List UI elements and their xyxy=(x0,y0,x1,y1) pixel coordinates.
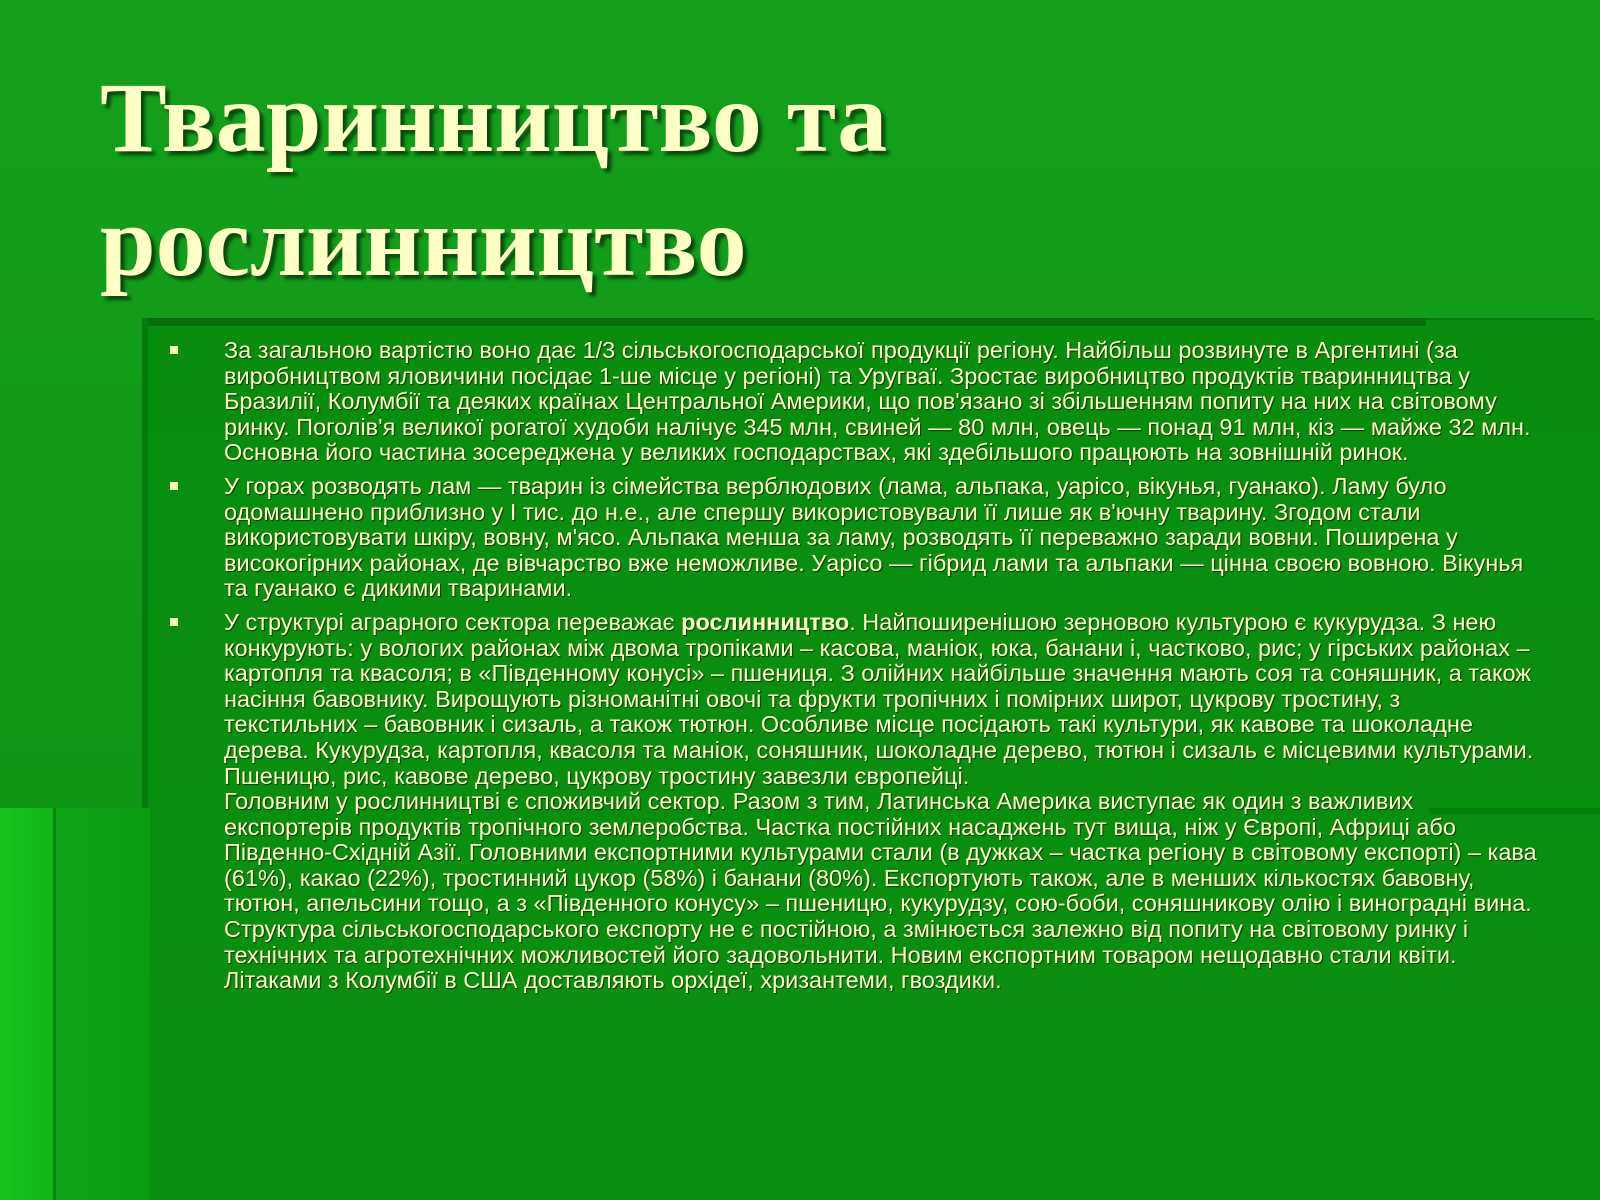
bullet-paragraph xyxy=(224,610,1538,789)
bullet-list xyxy=(168,338,1538,1002)
left-accent-panel xyxy=(0,808,62,1200)
bullet-text-end: . Найпоширенішою зерновою культурою є кукурудза. З нею конкурують: у вологих районах між двома тропіками – касова, маніок, юка, банани і, частково, рис; у гірських районах – картопля та квасоля; в «Південному конусі» – пшениця. З олійних найбільше значення мають соя та соняшник, а також насіння бавовнику. Вирощують різноманітні овочі та фрукти тропічних і помірних широт, цукрову тростину, з текстильних – бавовник і сизаль, а також тютюн. Особливе місце посідають такі культури, як кавове та шоколадне дерева. Кукурудза, картопля, квасоля та маніок, соняшник, шоколадне дерево, тютюн і сизаль є місцевими культурами. Пшеницю, рис, кавове дерево, цукрову тростину завезли європейці. xyxy=(224,608,1534,789)
list-item xyxy=(168,338,1538,466)
square-bullet-icon xyxy=(170,482,178,490)
square-bullet-icon xyxy=(170,346,178,354)
bullet-text: У горах розводять лам — тварин із сімейства верблюдових (лама, альпака, уаріco, вікунья, гуанако). Ламу було одомашнено приблизно у І тис. до н.е., але спершу використовували її лише як в'ючну тварину. Згодом стали використовувати шкіру, вовну, м'ясо. Альпака менша за ламу, розводять її переважно заради вовни. Поширена у високогірних районах, де вівчарство вже неможливе. Уаріco — гібрид лами та альпаки — цінна своєю вовною. Вікунья та гуанако є дикими тваринами. xyxy=(224,472,1524,602)
square-bullet-icon xyxy=(170,618,178,626)
bullet-text-start: У структурі аграрного сектора переважає xyxy=(224,608,682,635)
panel-top-edge xyxy=(148,318,1426,326)
bullet-text: За загальною вартістю воно дає 1/3 сільськогосподарської продукції регіону. Найбільш розвинуте в Аргентині (за виробництвом яловичини посідає 1-ше місце у регіоні) та Уругваї. Зростає виробництво продуктів тваринництва у Бразилії, Колумбії та деяких країнах Центральної Америки, що пов'язано зі збільшенням попиту на них на світовому ринку. Поголів'я великої рогатої худоби налічує 345 млн, свиней — 80 млн, овець — понад 91 млн, кіз — майже 32 млн. Основна його частина зосереджена у великих господарствах, які здебільшого працюють на зовнішній ринок. xyxy=(224,337,1531,466)
bullet-continuation: Головним у рослинництві є споживчий сектор. Разом з тим, Латинська Америка виступає як один з важливих експортерів продуктів тропічного землеробства. Частка постійних насаджень тут вища, ніж у Європі, Африці або Південно-Східній Азії. Головними експортними культурами стали (в дужках – частка регіону в світовому експорті) – кава (61%), какао (22%), тростинний цукор (58%) і банани (80%). Експортують також, але в менших кількостях бавовну, тютюн, апельсини тощо, а з «Південного конусу» – пшеницю, кукурудзу, сою-боби, соняшникову олію і виноградні вина. Структура сільськогосподарського експорту не є постійною, а змінюється залежно від попиту на світовому ринку і технічних та агротехнічних можливостей його задовольнити. Новим експортним товаром нещодавно стали квіти. Літаками з Колумбії в США доставляють орхідеї, хризантеми, гвоздики. xyxy=(224,788,1537,994)
lower-accent-panel xyxy=(56,808,150,1200)
list-item xyxy=(168,610,1538,994)
slide-title: Тваринництво та рослинництво xyxy=(100,62,888,297)
bold-term: рослинництво xyxy=(681,608,850,635)
list-item xyxy=(168,474,1538,602)
